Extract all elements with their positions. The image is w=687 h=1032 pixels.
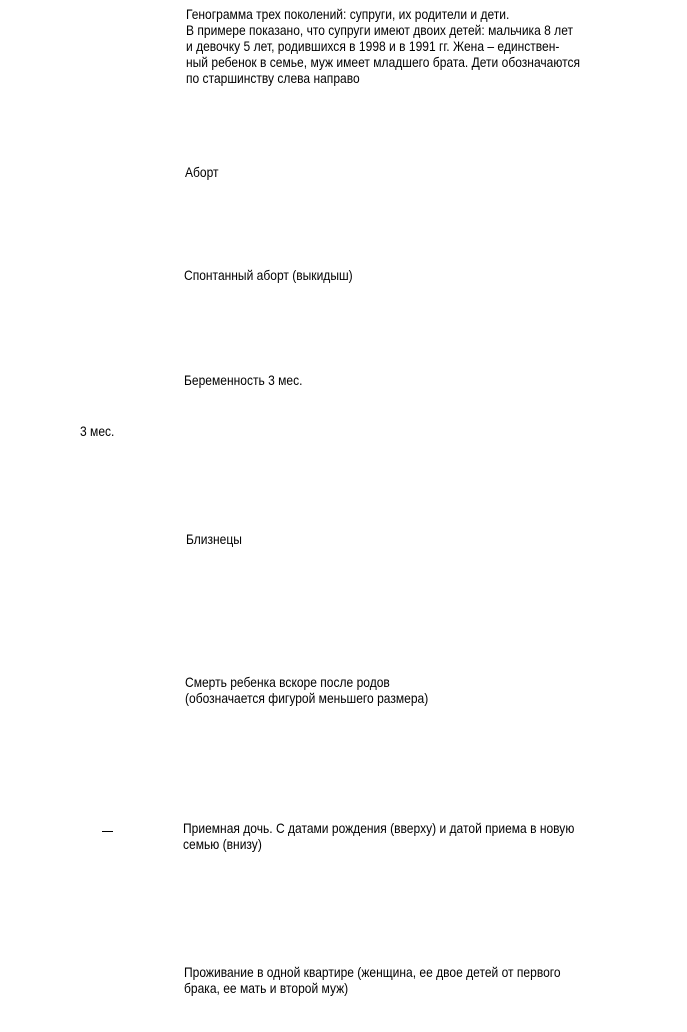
pregnancy-marker-label: 3 мес. <box>80 423 115 439</box>
miscarriage-label: Спонтанный аборт (выкидыш) <box>184 267 353 283</box>
abortion-label: Аборт <box>185 164 219 180</box>
pregnancy-label: Беременность 3 мес. <box>184 372 303 388</box>
adopted-dash-mark <box>102 831 113 832</box>
adopted-daughter-label: Приемная дочь. С датами рождения (вверху) и датой приема в новую семью (внизу) <box>183 820 575 852</box>
infant-death-label: Смерть ребенка вскоре после родов (обозначается фигурой меньшего размера) <box>185 674 429 706</box>
cohabitation-label: Проживание в одной квартире (женщина, ее двое детей от первого брака, ее мать и второй муж) <box>184 964 561 996</box>
genogram-description: Генограмма трех поколений: супруги, их родители и дети. В примере показано, что супруги имеют двоих детей: мальчика 8 лет и девочку 5 лет, родившихся в 1998 и в 1991 гг. Жена – единствен- ный ребенок в семье, муж имеет младшего брата. Дети обозначаются по старшинству слева направо <box>186 6 581 86</box>
twins-label: Близнецы <box>186 531 242 547</box>
